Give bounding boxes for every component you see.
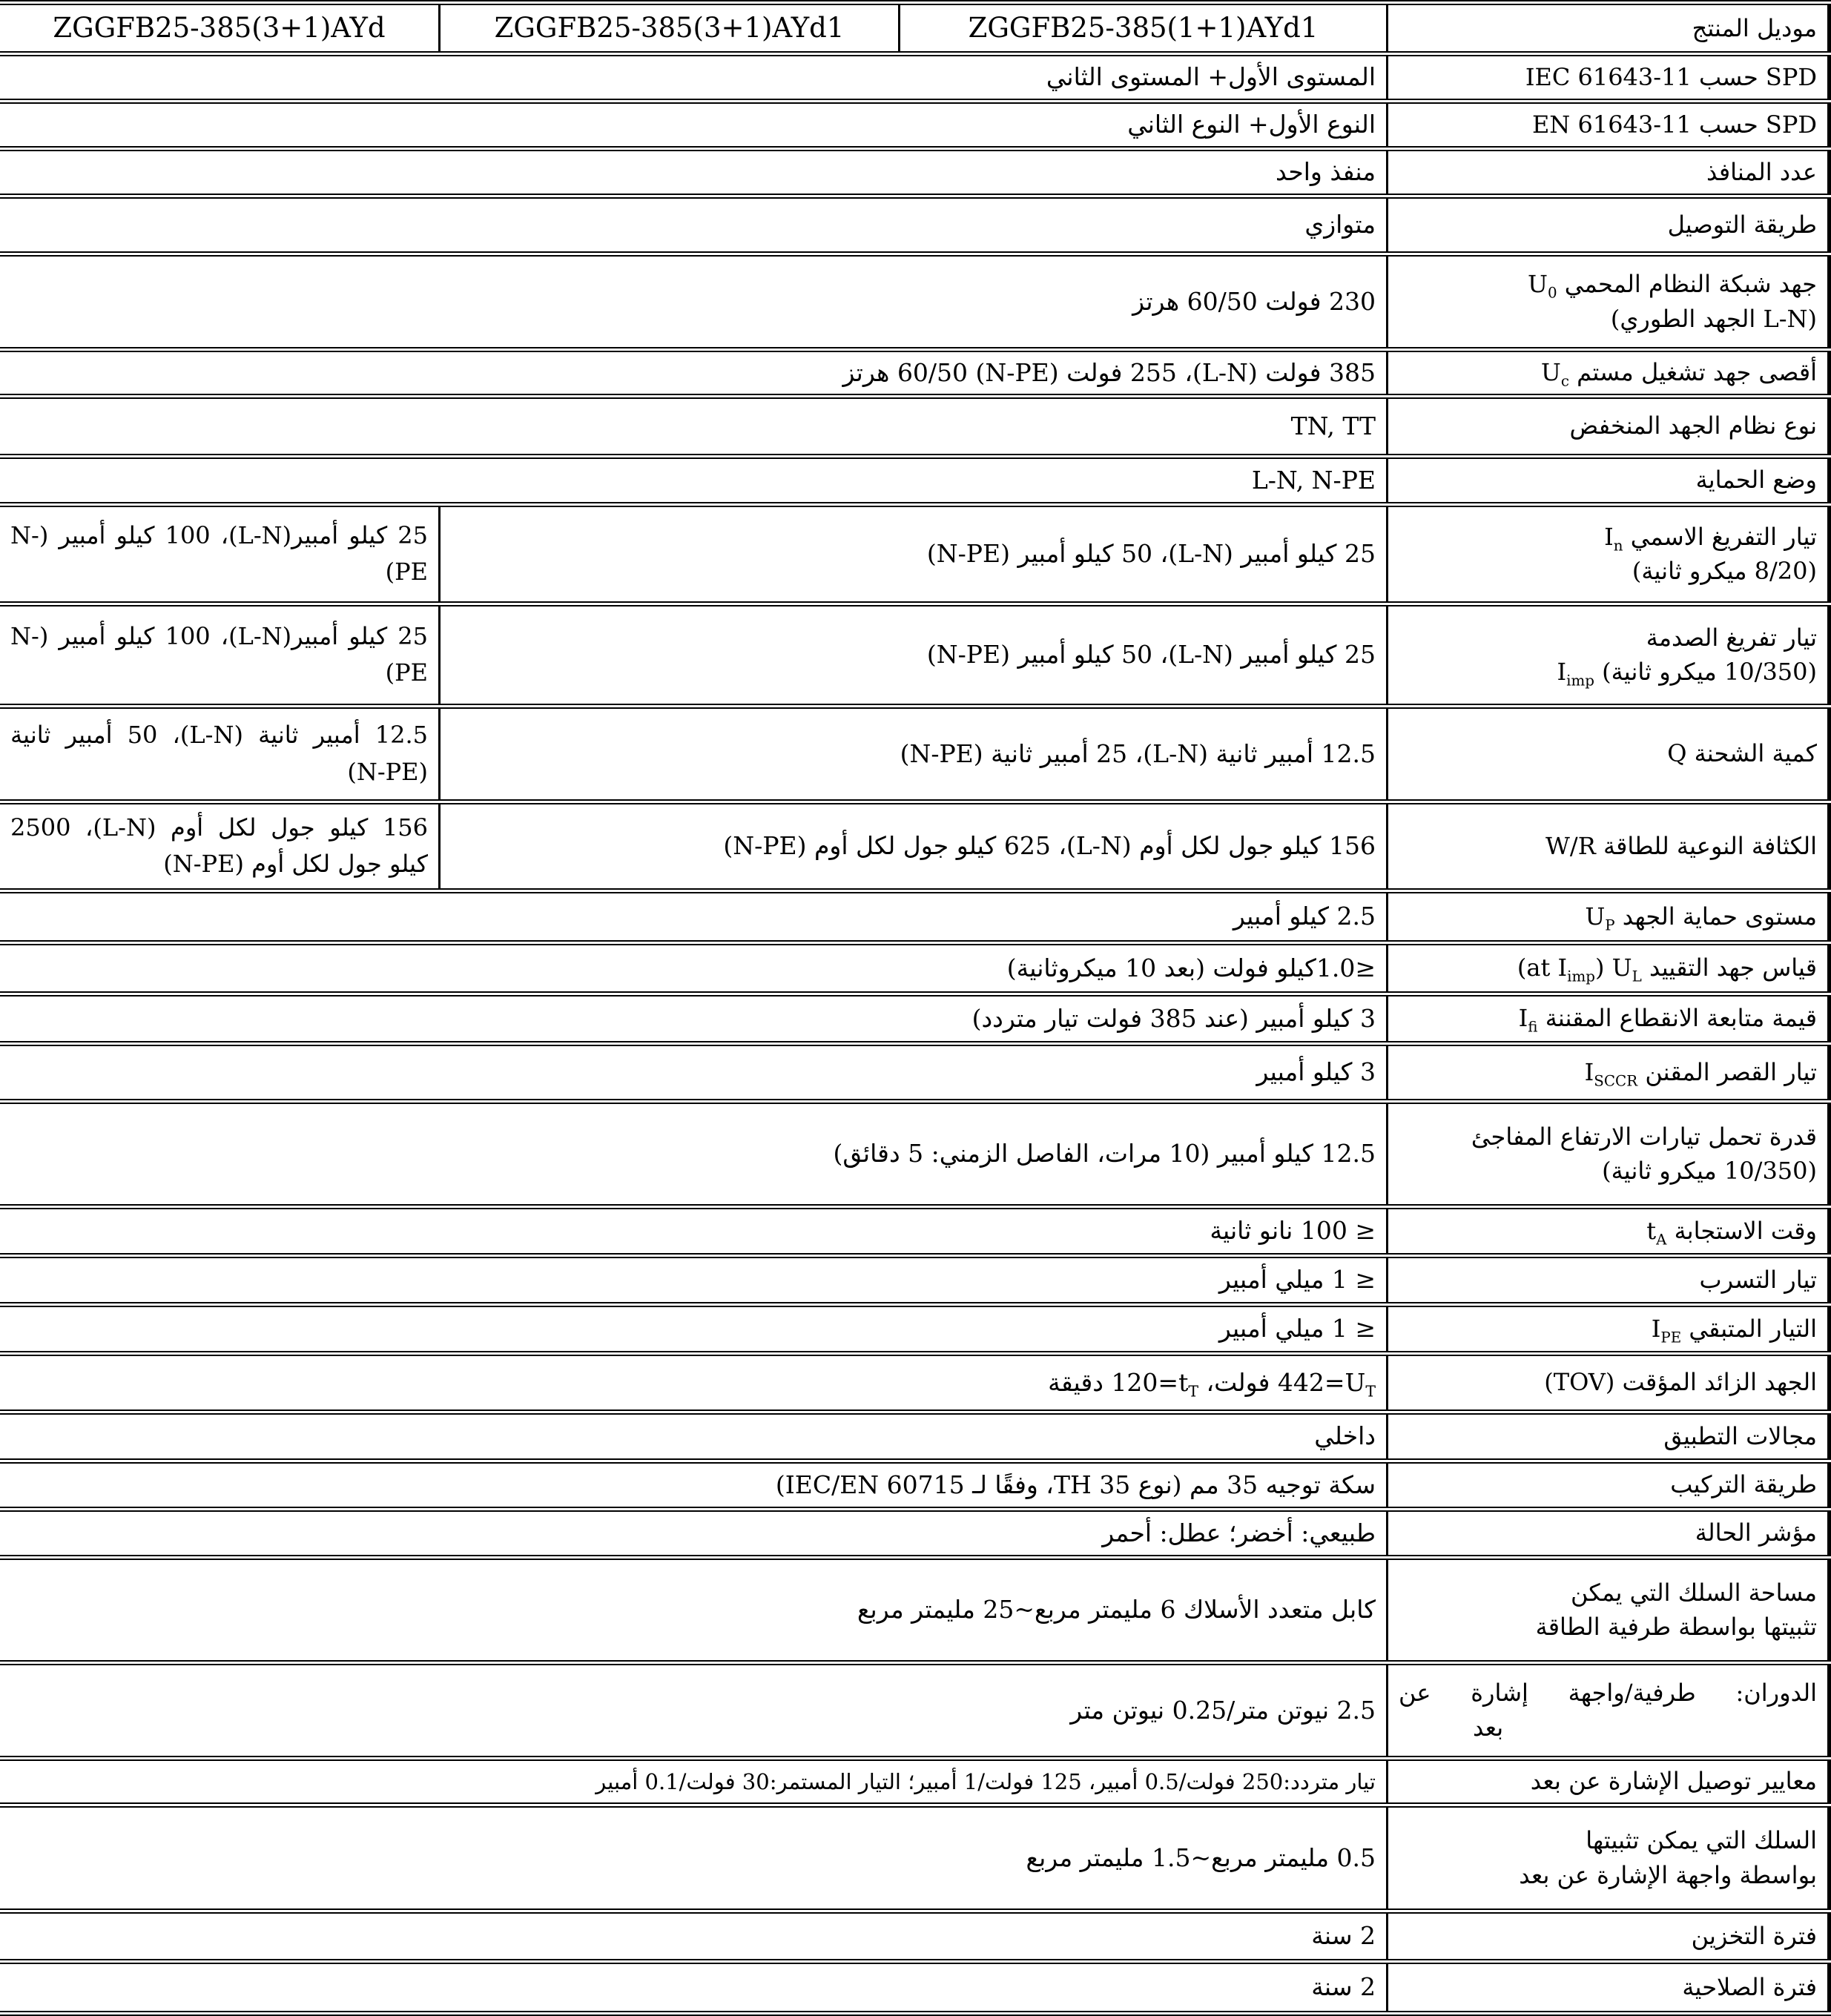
spec-label-cell: كمية الشحنة Q bbox=[1388, 706, 1830, 802]
spec-label-cell: مجالات التطبيق bbox=[1388, 1412, 1830, 1461]
row-lv-system-type bbox=[0, 396, 1830, 456]
row-u0-voltage bbox=[0, 254, 1830, 349]
spec-value-cell: 2 سنة bbox=[0, 1911, 1388, 1961]
spec-label-cell: نوع نظام الجهد المنخفض bbox=[1388, 396, 1830, 456]
row-uc-voltage bbox=[0, 349, 1830, 396]
row-residual-current bbox=[0, 1304, 1830, 1353]
spec-value-cell: 12.5 كيلو أمبير (10 مرات، الفاصل الزمني: 5 دقائق) bbox=[0, 1101, 1388, 1206]
row-voltage-protection-level bbox=[0, 890, 1830, 942]
spec-label-cell: طريقة التركيب bbox=[1388, 1461, 1830, 1509]
spec-value-cell: 385 فولت (L-N)، 255 فولت (N-PE) 60/50 هرتز bbox=[0, 349, 1388, 396]
row-protection-mode bbox=[0, 456, 1830, 504]
row-follow-current bbox=[0, 994, 1830, 1043]
spec-label-cell: تيار القصر المقنن $I_{SCCR}$ bbox=[1388, 1043, 1830, 1101]
spec-value-cell-model3: 156 كيلو جول لكل أوم (L-N)، 2500 كيلو جول لكل أوم (N-PE) bbox=[0, 802, 440, 890]
spec-value-cell: 2.5 نيوتن متر/0.25 نيوتن متر bbox=[0, 1662, 1388, 1758]
row-product-model bbox=[0, 3, 1830, 54]
model-name-3: ZGGFB25-385(3+1)AYd bbox=[0, 3, 440, 54]
spec-label-cell: طريقة التوصيل bbox=[1388, 196, 1830, 254]
spec-label-cell: الكثافة النوعية للطاقة W/R bbox=[1388, 802, 1830, 890]
spec-value-cell-model3: 25 كيلو أمبير(L-N)، 100 كيلو أمبير (N-PE) bbox=[0, 604, 440, 706]
spec-label-cell: SPD حسب EN 61643-11 bbox=[1388, 101, 1830, 148]
row-shelf-life bbox=[0, 1961, 1830, 2013]
spec-label-cell: معايير توصيل الإشارة عن بعد bbox=[1388, 1758, 1830, 1805]
row-nominal-discharge-current bbox=[0, 504, 1830, 604]
spec-value-cell: 3 كيلو أمبير bbox=[0, 1043, 1388, 1101]
spec-value-cell-merged: 156 كيلو جول لكل أوم (L-N)، 625 كيلو جول لكل أوم (N-PE) bbox=[440, 802, 1388, 890]
spec-value-cell: $442=U_T$ فولت، $120=t_T$ دقيقة bbox=[0, 1353, 1388, 1412]
product-model-label: موديل المنتج bbox=[1388, 3, 1830, 54]
spec-label-cell: قيمة متابعة الانقطاع المقننة $I_{fi}$ bbox=[1388, 994, 1830, 1043]
spec-label-cell: قياس جهد التقييد $U_L$ (at $I_{imp}$) bbox=[1388, 942, 1830, 994]
spec-value-cell: ≤ 100 نانو ثانية bbox=[0, 1206, 1388, 1255]
spec-label-cell: مستوى حماية الجهد $U_P$ bbox=[1388, 890, 1830, 942]
spec-label-cell: تيار التسرب bbox=[1388, 1255, 1830, 1304]
row-signal-terminal-wire-area bbox=[0, 1805, 1830, 1911]
model-name-2: ZGGFB25-385(3+1)AYd1 bbox=[440, 3, 900, 54]
row-storage-period bbox=[0, 1911, 1830, 1961]
row-spd-iec bbox=[0, 53, 1830, 101]
spec-value-cell-merged: 25 كيلو أمبير (L-N)، 50 كيلو أمبير (N-PE) bbox=[440, 604, 1388, 706]
spec-value-cell: تيار متردد:250 فولت/0.5 أمبير، 125 فولت/1 أمبير؛ التيار المستمر:30 فولت/0.1 أمبير bbox=[0, 1758, 1388, 1805]
row-application-areas bbox=[0, 1412, 1830, 1461]
spec-value-cell: ≤ 1 ميلي أمبير bbox=[0, 1255, 1388, 1304]
row-charge-quantity bbox=[0, 706, 1830, 802]
row-port-count bbox=[0, 148, 1830, 196]
row-specific-energy bbox=[0, 802, 1830, 890]
row-response-time bbox=[0, 1206, 1830, 1255]
spec-value-cell: TN, TT bbox=[0, 396, 1388, 456]
spec-label-cell: تيار التفريغ الاسمي $I_n$ (8/20 ميكرو ثانية) bbox=[1388, 504, 1830, 604]
spec-value-cell: ≤1.0كيلو فولت (بعد 10 ميكروثانية) bbox=[0, 942, 1388, 994]
row-tov bbox=[0, 1353, 1830, 1412]
spec-label-cell: SPD حسب IEC 61643-11 bbox=[1388, 53, 1830, 101]
spec-value-cell-merged: 25 كيلو أمبير (L-N)، 50 كيلو أمبير (N-PE) bbox=[440, 504, 1388, 604]
row-torque bbox=[0, 1662, 1830, 1758]
model-name-1: ZGGFB25-385(1+1)AYd1 bbox=[900, 3, 1388, 54]
spec-value-cell-merged: 12.5 أمبير ثانية (L-N)، 25 أمبير ثانية (N-PE) bbox=[440, 706, 1388, 802]
spec-value-cell: منفذ واحد bbox=[0, 148, 1388, 196]
spec-value-cell: 3 كيلو أمبير (عند 385 فولت تيار متردد) bbox=[0, 994, 1388, 1043]
spec-value-cell: 2.5 كيلو أمبير bbox=[0, 890, 1388, 942]
spec-value-cell: كابل متعدد الأسلاك 6 مليمتر مربع~25 مليمتر مربع bbox=[0, 1557, 1388, 1662]
spec-value-cell: طبيعي: أخضر؛ عطل: أحمر bbox=[0, 1509, 1388, 1557]
row-remote-signal-params bbox=[0, 1758, 1830, 1805]
spec-label-cell: الدوران: طرفية/واجهة إشارة عن بعد bbox=[1388, 1662, 1830, 1758]
spec-label-cell: قدرة تحمل تيارات الارتفاع المفاجئ (10/350 ميكرو ثانية) bbox=[1388, 1101, 1830, 1206]
spec-value-cell: المستوى الأول+ المستوى الثاني bbox=[0, 53, 1388, 101]
spec-value-cell: L-N, N-PE bbox=[0, 456, 1388, 504]
spec-label-cell: مؤشر الحالة bbox=[1388, 1509, 1830, 1557]
row-spd-en bbox=[0, 101, 1830, 148]
spec-label-cell: تيار تفريغ الصدمة (10/350 ميكرو ثانية) $I_{imp}$ bbox=[1388, 604, 1830, 706]
spec-value-cell-model3: 12.5 أمبير ثانية (L-N)، 50 أمبير ثانية (N-PE) bbox=[0, 706, 440, 802]
row-impulse-discharge-current bbox=[0, 604, 1830, 706]
row-limiting-voltage bbox=[0, 942, 1830, 994]
spec-label-cell: جهد شبكة النظام المحمي $U_0$ (L-N الجهد الطوري) bbox=[1388, 254, 1830, 349]
row-mounting-method bbox=[0, 1461, 1830, 1509]
spec-value-cell: ≤ 1 ميلي أمبير bbox=[0, 1304, 1388, 1353]
row-connection-method bbox=[0, 196, 1830, 254]
spec-label-cell: فترة الصلاحية bbox=[1388, 1961, 1830, 2013]
row-status-indicator bbox=[0, 1509, 1830, 1557]
spec-value-cell: النوع الأول+ النوع الثاني bbox=[0, 101, 1388, 148]
row-power-terminal-wire-area bbox=[0, 1557, 1830, 1662]
spec-value-cell: داخلي bbox=[0, 1412, 1388, 1461]
spec-value-cell: سكة توجيه 35 مم (نوع TH 35، وفقًا لـ IEC/EN 60715) bbox=[0, 1461, 1388, 1509]
spec-value-cell: متوازي bbox=[0, 196, 1388, 254]
spec-label-cell: التيار المتبقي $I_{PE}$ bbox=[1388, 1304, 1830, 1353]
row-surge-withstand bbox=[0, 1101, 1830, 1206]
spec-label-cell: وضع الحماية bbox=[1388, 456, 1830, 504]
spec-label-cell: السلك التي يمكن تثبيتها بواسطة واجهة الإشارة عن بعد bbox=[1388, 1805, 1830, 1911]
spec-label-cell: الجهد الزائد المؤقت (TOV) bbox=[1388, 1353, 1830, 1412]
spec-label-cell: وقت الاستجابة $t_A$ bbox=[1388, 1206, 1830, 1255]
spec-label-cell: أقصى جهد تشغيل مستم $U_c$ bbox=[1388, 349, 1830, 396]
spec-value-cell-model3: 25 كيلو أمبير(L-N)، 100 كيلو أمبير (N-PE) bbox=[0, 504, 440, 604]
spec-label-cell: فترة التخزين bbox=[1388, 1911, 1830, 1961]
spec-value-cell: 0.5 مليمتر مربع~1.5 مليمتر مربع bbox=[0, 1805, 1388, 1911]
spec-label-cell: مساحة السلك التي يمكن تثبيتها بواسطة طرفية الطاقة bbox=[1388, 1557, 1830, 1662]
spec-label-cell: عدد المنافذ bbox=[1388, 148, 1830, 196]
row-leakage-current bbox=[0, 1255, 1830, 1304]
spec-value-cell: 230 فولت 60/50 هرتز bbox=[0, 254, 1388, 349]
row-short-circuit-rating bbox=[0, 1043, 1830, 1101]
spec-value-cell: 2 سنة bbox=[0, 1961, 1388, 2013]
